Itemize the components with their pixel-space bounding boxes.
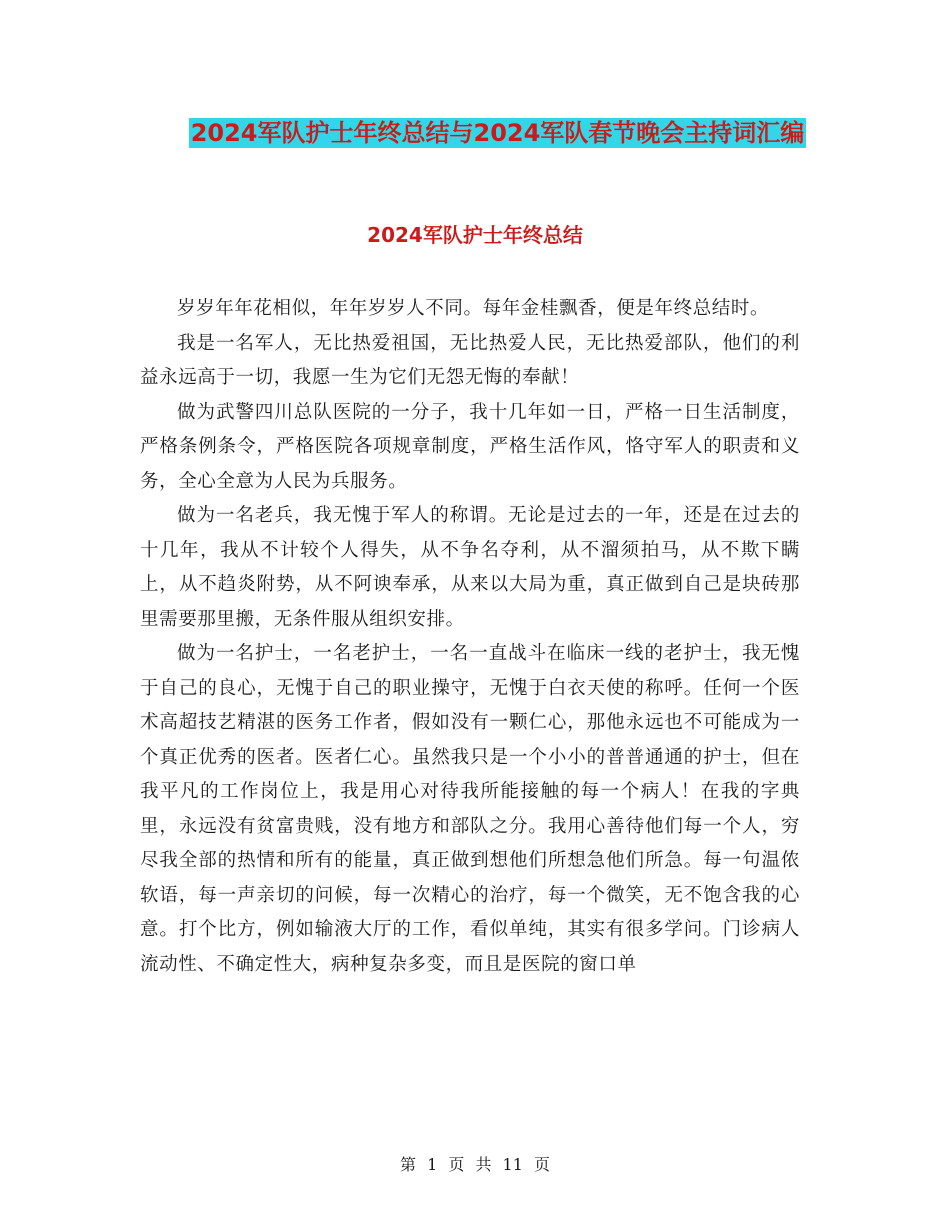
paragraph: 做为一名老兵，我无愧于军人的称谓。无论是过去的一年，还是在过去的十几年，我从不计较个人得失，从不争名夺利，从不溜须拍马，从不欺下瞒上，从不趋炎附势，从不阿谀奉承，从来以大局为重，真正做到自己是块砖那里需要那里搬，无条件服从组织安排。 [140,505,800,630]
paragraph: 做为武警四川总队医院的一分子，我十几年如一日，严格一日生活制度，严格条例条令，严格医院各项规章制度，严格生活作风，恪守军人的职责和义务，全心全意为人民为兵服务。 [140,401,800,492]
paragraph: 做为一名护士，一名老护士，一名一直战斗在临床一线的老护士，我无愧于自己的良心，无愧于自己的职业操守，无愧于白衣天使的称呼。任何一个医术高超技艺精湛的医务工作者，假如没有一颗仁心，那他永远也不可能成为一个真正优秀的医者。医者仁心。虽然我只是一个小小的普普通通的护士，但在我平凡的工作岗位上，我是用心对待我所能接触的每一个病人！在我的字典里，永远没有贫富贵贱，没有地方和部队之分。我用心善待他们每一个人，穷尽我全部的热情和所有的能量，真正做到想他们所想急他们所急。每一句温侬软语，每一声亲切的问候，每一次精心的治疗，每一个微笑，无不饱含我的心意。打个比方，例如输液大厅的工作，看似单纯，其实有很多学问。门诊病人流动性、不确定性大，病种复杂多变，而且是医院的窗口单 [140,643,800,975]
page-footer: 第 1 页 共 11 页 [400,1155,550,1174]
document-title-text: 2024军队护士年终总结与2024军队春节晚会主持词汇编 [190,119,805,147]
section-title: 2024军队护士年终总结 [367,223,583,247]
document-body [140,292,800,982]
paragraph: 我是一名军人，无比热爱祖国，无比热爱人民，无比热爱部队，他们的利益永远高于一切，我愿一生为它们无怨无悔的奉献！ [140,332,800,388]
document-title [140,112,855,154]
paragraph: 岁岁年年花相似，年年岁岁人不同。每年金桂飘香，便是年终总结时。 [177,298,770,319]
